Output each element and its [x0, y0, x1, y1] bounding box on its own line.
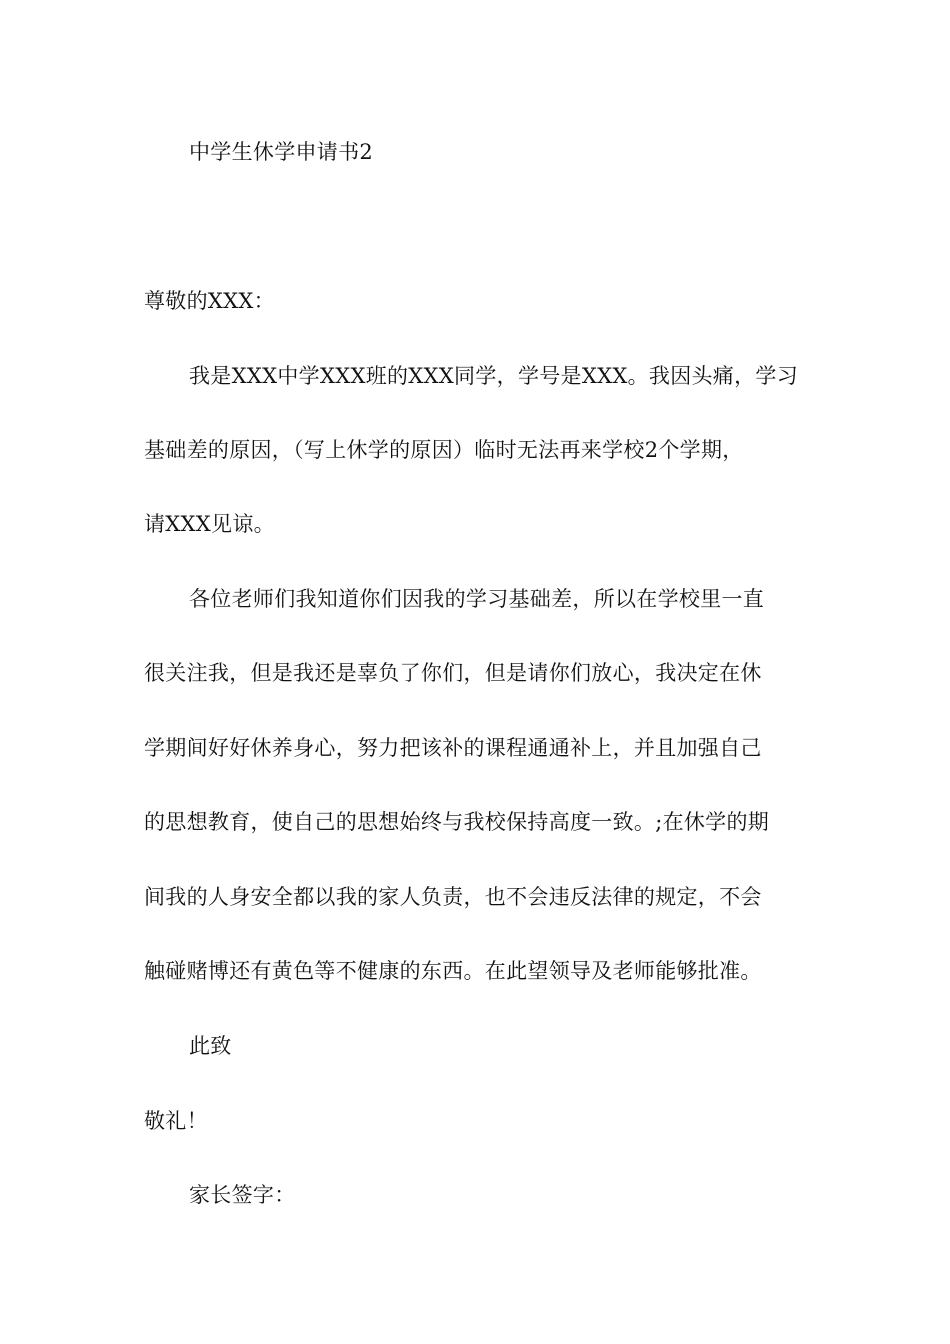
paragraph-2-line-2: 很关注我，但是我还是辜负了你们，但是请你们放心，我决定在休: [144, 661, 762, 685]
salutation: 尊敬的XXX：: [144, 289, 275, 313]
document-title: 中学生休学申请书2: [189, 140, 374, 164]
closing-salute: 敬礼！: [144, 1109, 208, 1133]
paragraph-2-line-3: 学期间好好休养身心，努力把该补的课程通通补上，并且加强自己: [144, 736, 762, 760]
paragraph-2-line-4: 的思想教育，使自己的思想始终与我校保持高度一致。;在休学的期: [144, 810, 770, 834]
parent-signature-label: 家长签字：: [189, 1183, 296, 1207]
paragraph-2-line-1: 各位老师们我知道你们因我的学习基础差，所以在学校里一直: [189, 587, 765, 611]
paragraph-1-line-1: 我是XXX中学XXX班的XXX同学，学号是XXX。我因头痛，学习: [189, 364, 799, 388]
paragraph-1-line-3: 请XXX见谅。: [144, 512, 275, 536]
paragraph-2-line-5: 间我的人身安全都以我的家人负责，也不会违反法律的规定，不会: [144, 885, 762, 909]
paragraph-1-line-2: 基础差的原因，（写上休学的原因）临时无法再来学校2个学期，: [144, 438, 744, 462]
paragraph-2-line-6: 触碰赌博还有黄色等不健康的东西。在此望领导及老师能够批准。: [144, 959, 762, 983]
closing-regards: 此致: [189, 1034, 232, 1058]
